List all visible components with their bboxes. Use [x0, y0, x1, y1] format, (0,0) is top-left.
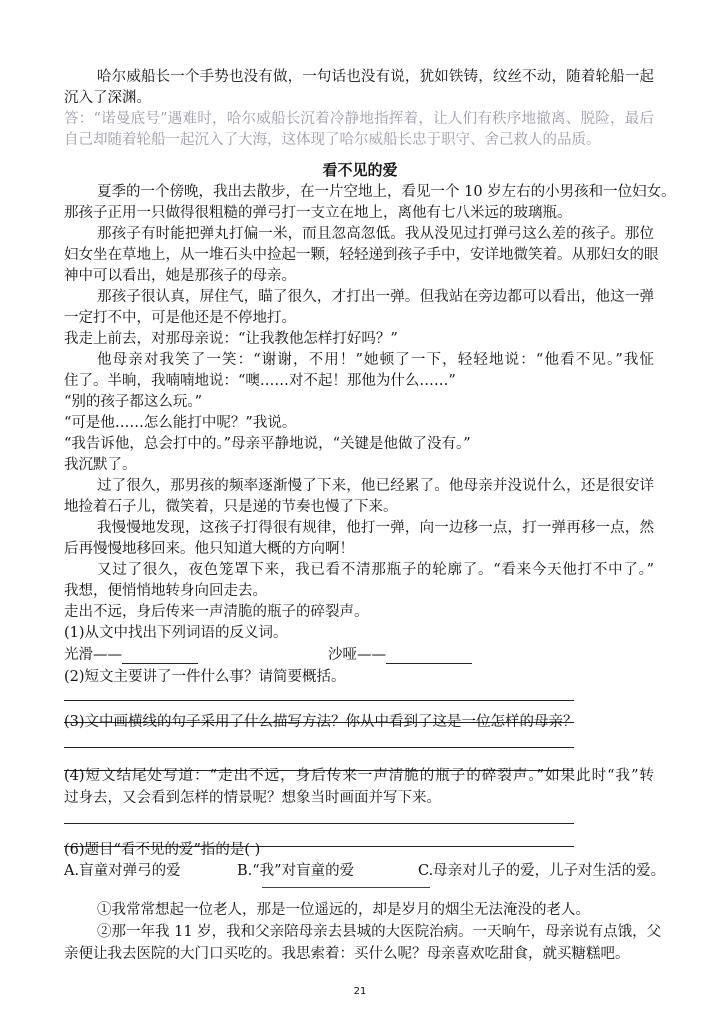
antonym-label-2: 沙哑——	[328, 647, 386, 663]
article-title: 看不见的爱	[322, 161, 398, 179]
article-line: 我慢慢地发现，这孩子打得很有规律，他打一弹，向一边移一点，打一弹再移一点，然	[97, 520, 654, 536]
next-article-line: 亲便让我去医院的大门口买吃的。我思索着：买什么呢？母亲喜欢吃甜食，就买糖糕吧。	[64, 946, 630, 962]
next-article-line: ①我常常想起一位老人，那是一位遥远的，却是岁月的烟尘无法淹没的老人。	[97, 902, 590, 918]
question-3: (3)文中画横线的句子采用了什么描写方法？你从中看到了这是一位怎样的母亲？	[64, 714, 578, 730]
question-4-cont: 过身去，又会看到怎样的情景呢？想象当时画面并写下来。	[64, 790, 441, 806]
article-line: “可是他……怎么能打中呢？”我说。	[64, 415, 297, 431]
question-4: (4)短文结尾处写道：“走出不远，身后传来一声清脆的瓶子的碎裂声。”如果此时“我”转	[64, 768, 654, 784]
question-2: (2)短文主要讲了一件什么事？请简要概括。	[64, 669, 346, 685]
article-line: 那孩子正用一只做得很粗糙的弹弓打一支立在地上，离他有七八米远的玻璃瓶。	[64, 205, 572, 221]
question-1: (1)从文中找出下列词语的反义词。	[64, 625, 288, 641]
answer-line-q4[interactable]	[64, 823, 574, 824]
next-article-line: ②那一年我 11 岁，我和父亲陪母亲去县城的大医院治病。一天晌午，母亲说有点饿，父	[97, 924, 662, 940]
article-line: 我走上前去，对那母亲说：“让我教他怎样打好吗？”	[64, 331, 398, 347]
article-line: “我告诉他，总会打中的。”母亲平静地说，“关键是他做了没有。”	[64, 436, 471, 452]
article-line: 那孩子有时能把弹丸打偏一米，而且忽高忽低。我从没见过打弹弓这么差的孩子。那位	[97, 226, 654, 242]
article-line: 地捡着石子儿，微笑着，只是递的节奏也慢了下来。	[64, 499, 398, 515]
antonym-blank-1[interactable]	[122, 663, 198, 664]
answer-line: 答：“诺曼底号”遇难时，哈尔威船长沉着冷静地指挥着，让人们有秩序地撤离、脱险，最后	[64, 111, 654, 127]
section-divider	[262, 887, 430, 888]
option-b[interactable]: B.“我”对盲童的爱	[237, 863, 355, 879]
antonym-label-1: 光滑——	[64, 647, 122, 663]
option-a[interactable]: A.盲童对弹弓的爱	[64, 863, 181, 879]
page-number: 21	[353, 986, 367, 997]
antonym-blank-2[interactable]	[386, 663, 472, 664]
article-line: 住了。半晌，我喃喃地说：“噢……对不起！那他为什么……”	[64, 373, 456, 389]
article-line: “别的孩子都这么玩。”	[64, 394, 203, 410]
article-line: 又过了很久，夜色笼罩下来，我已看不清那瓶子的轮廓了。“看来今天他打不中了。”	[97, 562, 654, 578]
article-line: 后再慢慢地移回来。他只知道大概的方向啊！	[64, 541, 354, 557]
article-line: 走出不远，身后传来一声清脆的瓶子的碎裂声。	[64, 604, 369, 620]
answer-line-q3[interactable]	[64, 747, 574, 748]
prev-paragraph-line: 沉入了深渊。	[64, 90, 151, 106]
article-line: 那孩子很认真，屏住气，瞄了很久，才打出一弹。但我站在旁边都可以看出，他这一弹	[97, 289, 654, 305]
article-line: 神中可以看出，她是那孩子的母亲。	[64, 268, 296, 284]
answer-line: 自己却随着轮船一起沉入了大海，这体现了哈尔威船长忠于职守、舍己救人的品质。	[64, 132, 601, 148]
article-line: 我想，便悄悄地转身向回走去。	[64, 583, 267, 599]
article-line: 他母亲对我笑了一笑：“谢谢，不用！”她顿了一下，轻轻地说：“他看不见。”我怔	[97, 352, 654, 368]
article-line: 我沉默了。	[64, 457, 137, 473]
article-line: 夏季的一个傍晚，我出去散步，在一片空地上，看见一个 10 岁左右的小男孩和一位妇女。	[97, 184, 676, 200]
answer-line-q2[interactable]	[64, 700, 574, 701]
article-line: 一定打不中，可是他还是不停地打。	[64, 310, 296, 326]
prev-paragraph-line: 哈尔威船长一个手势也没有做，一句话也没有说，犹如铁铸，纹丝不动，随着轮船一起	[97, 69, 654, 85]
article-line: 妇女坐在草地上，从一堆石头中捡起一颗，轻轻递到孩子手中，安详地微笑着。从那妇女的眼	[64, 247, 659, 263]
question-6: (6)题目“看不见的爱”指的是( )	[64, 842, 261, 858]
option-c[interactable]: C.母亲对儿子的爱，儿子对生活的爱。	[418, 863, 666, 879]
article-line: 过了很久，那男孩的频率逐渐慢了下来，他已经累了。他母亲并没说什么，还是很安详	[97, 478, 654, 494]
